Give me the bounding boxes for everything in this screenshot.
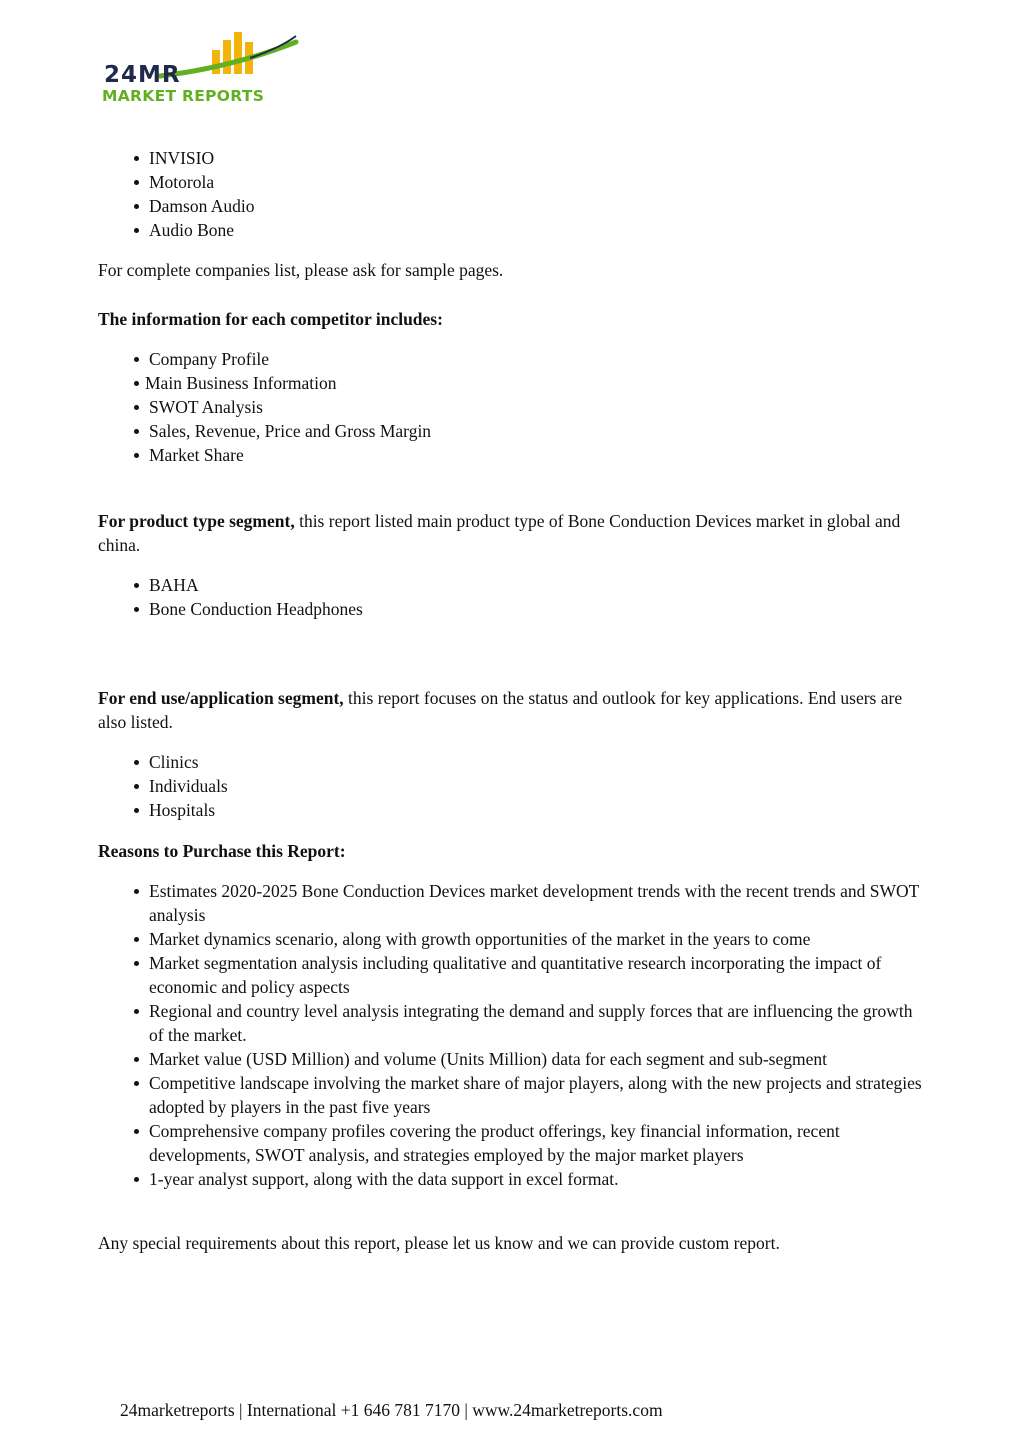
competitor-info-list [98,347,930,467]
report-content [98,146,930,1255]
list-item: Company Profile [98,347,930,371]
logo-tagline: MARKET REPORTS [102,87,265,105]
list-item: Market value (USD Million) and volume (Units Million) data for each segment and sub-segment [98,1047,930,1071]
list-item: BAHA [98,573,930,597]
application-segment-text: this report focuses on the status and outlook for key applications. End users are also listed. [98,688,903,732]
list-item: Comprehensive company profiles covering the product offerings, key financial information, recent developments, SWOT analysis, and strategies employed by the major market players [98,1119,930,1167]
list-item: SWOT Analysis [98,395,930,419]
list-item: Motorola [98,170,930,194]
reasons-list [98,879,930,1191]
list-item: Individuals [98,774,930,798]
list-item: Clinics [98,750,930,774]
competitor-heading: The information for each competitor includes: [98,309,443,329]
list-item: Competitive landscape involving the market share of major players, along with the new projects and strategies adopted by players in the past five years [98,1071,930,1119]
list-item: Estimates 2020-2025 Bone Conduction Devices market development trends with the recent trends and SWOT analysis [98,879,930,927]
list-item: Damson Audio [98,194,930,218]
list-item: 1-year analyst support, along with the data support in excel format. [98,1167,930,1191]
list-item: Market Share [98,443,930,467]
list-item: Regional and country level analysis integrating the demand and supply forces that are influencing the growth of the market. [98,999,930,1047]
companies-list [98,146,930,242]
application-segment-paragraph [98,686,930,734]
list-item: Market segmentation analysis including qualitative and quantitative research incorporating the impact of economic and policy aspects [98,951,930,999]
list-item: Market dynamics scenario, along with growth opportunities of the market in the years to come [98,927,930,951]
product-type-list [98,573,930,621]
reasons-heading: Reasons to Purchase this Report: [98,841,346,861]
company-logo [100,28,310,108]
product-segment-text: this report listed main product type of Bone Conduction Devices market in global and china. [98,511,901,555]
logo-wordmark: 24MR [104,62,181,88]
list-item: Sales, Revenue, Price and Gross Margin [98,419,930,443]
list-item: Main Business Information [98,371,930,395]
companies-note: For complete companies list, please ask for sample pages. [98,260,504,280]
list-item: INVISIO [98,146,930,170]
application-list [98,750,930,822]
closing-note: Any special requirements about this report, please let us know and we can provide custom report. [98,1233,780,1253]
product-segment-paragraph [98,509,930,557]
product-segment-label: For product type segment, [98,511,295,531]
list-item: Hospitals [98,798,930,822]
list-item: Audio Bone [98,218,930,242]
application-segment-label: For end use/application segment, [98,688,344,708]
list-item: Bone Conduction Headphones [98,597,930,621]
page-footer: 24marketreports | International +1 646 781 7170 | www.24marketreports.com [120,1400,663,1420]
